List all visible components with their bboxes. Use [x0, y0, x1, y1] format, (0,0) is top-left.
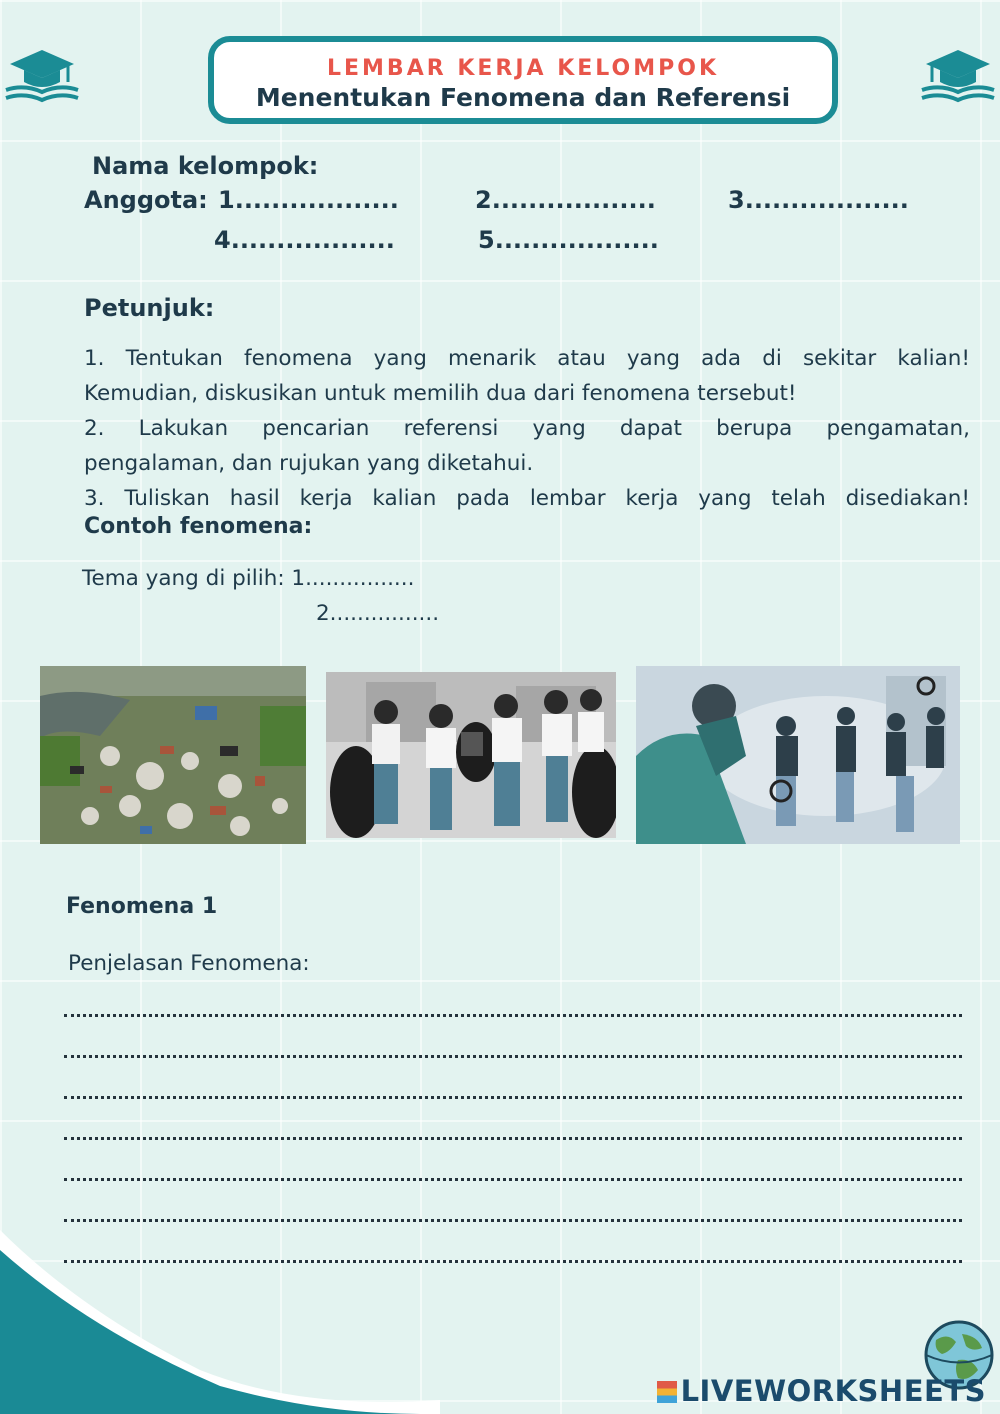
answer-line-4[interactable] — [64, 1137, 962, 1140]
answer-line-1[interactable] — [64, 1014, 962, 1017]
example-heading: Contoh fenomena: — [84, 514, 313, 539]
theme-blank-2[interactable]: 2................ — [316, 601, 440, 626]
answer-line-3[interactable] — [64, 1096, 962, 1099]
instruction-line-4: pengalaman, dan rujukan yang diketahui. — [84, 451, 534, 476]
instructions-heading: Petunjuk: — [84, 294, 215, 322]
live-badge-icon — [657, 1381, 677, 1403]
garbage-river-photo — [40, 666, 306, 844]
worksheet-title: LEMBAR KERJA KELOMPOK — [326, 56, 719, 81]
logo-text: LIVEWORKSHEETS — [680, 1374, 986, 1408]
answer-line-5[interactable] — [64, 1178, 962, 1181]
instruction-line-2: Kemudian, diskusikan untuk memilih dua dari fenomena tersebut! — [84, 381, 797, 406]
member-blank-2[interactable]: 2.................. — [475, 186, 656, 214]
member-blank-3[interactable]: 3.................. — [728, 186, 909, 214]
explanation-label: Penjelasan Fenomena: — [68, 951, 310, 976]
answer-line-2[interactable] — [64, 1055, 962, 1058]
worksheet-subtitle: Menentukan Fenomena dan Referensi — [255, 83, 791, 112]
members-label: Anggota: — [84, 186, 208, 214]
instruction-line-5: 3. Tuliskan hasil kerja kalian pada lembar kerja yang telah disediakan! — [84, 486, 970, 511]
instruction-line-1: 1. Tentukan fenomena yang menarik atau yang ada di sekitar kalian! — [84, 346, 970, 371]
title-box — [208, 36, 838, 124]
graduation-cap-icon-right — [918, 44, 998, 104]
graduation-cap-icon-left — [2, 44, 82, 104]
student-brawl-illustration — [326, 672, 616, 838]
street-fight-illustration — [636, 666, 960, 844]
member-blank-5[interactable]: 5.................. — [478, 226, 659, 254]
theme-label[interactable]: Tema yang di pilih: 1................ — [82, 566, 415, 591]
instruction-line-3: 2. Lakukan pencarian referensi yang dapat berupa pengamatan, — [84, 416, 970, 441]
corner-wave-decoration — [0, 1190, 440, 1414]
member-blank-1[interactable]: 1.................. — [218, 186, 399, 214]
phenomenon-heading: Fenomena 1 — [66, 894, 218, 919]
liveworksheets-logo — [657, 1374, 986, 1408]
member-blank-4[interactable]: 4.................. — [214, 226, 395, 254]
group-name-label: Nama kelompok: — [92, 152, 319, 180]
